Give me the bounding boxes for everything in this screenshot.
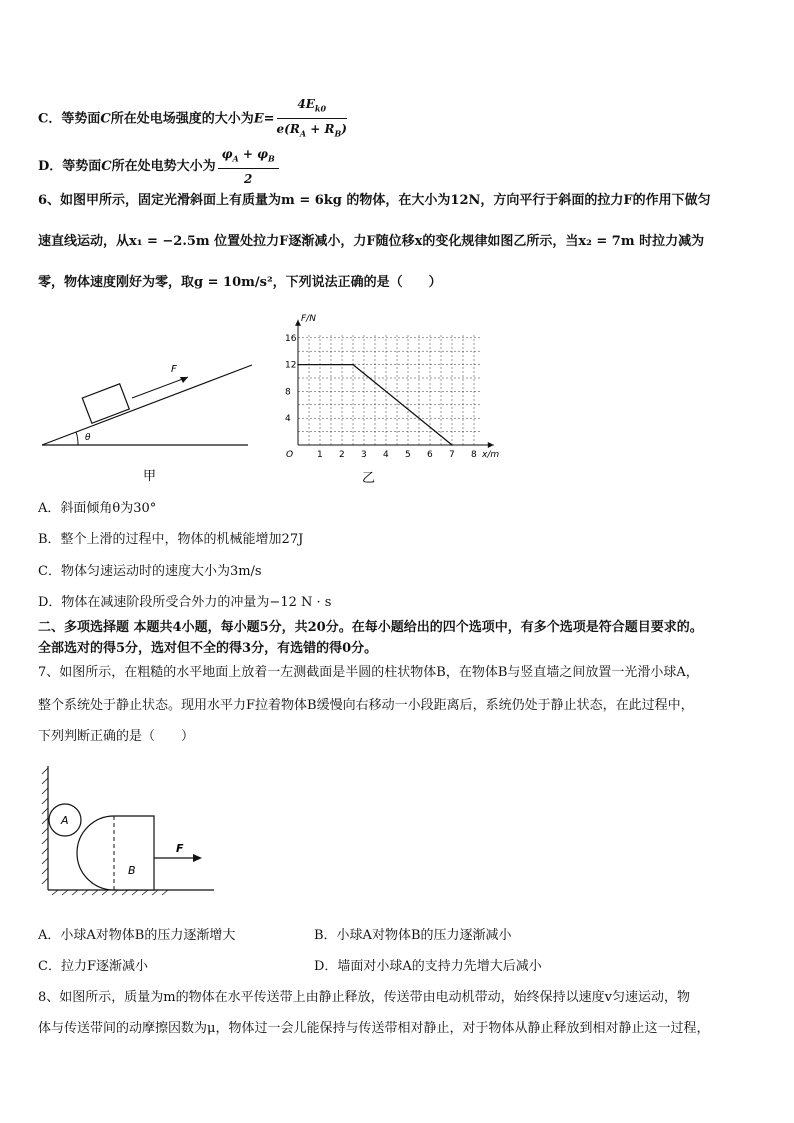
force-displacement-chart [280,312,510,492]
q7-option-b: B．小球A对物体B的压力逐渐减小 [314,928,512,943]
x-tick-label: 5 [405,450,411,460]
chart-axes [295,320,494,448]
y-tick-label: 12 [285,360,297,371]
q6-option-c: C．物体匀速运动时的速度大小为3m/s [38,564,262,579]
x-tick-label: 6 [427,450,433,460]
chart-grid [298,334,481,445]
series-point [451,444,453,446]
origin-label: O [286,450,294,460]
chart-ticks [285,334,477,460]
q7-line-1: 7、如图所示，在粗糙的水平地面上放着一左测截面是半圆的柱状物体B，在物体B与竖直墙之间放置一光滑小球A， [38,665,699,680]
y-tick-label: 16 [285,333,297,344]
q6-option-b: B．整个上滑的过程中，物体的机械能增加27J [38,532,304,547]
object-b-label: B [128,864,136,877]
option-c-q5: C．等势面C所在处电场强度的大小为E= $\frac{4E_{k0}}{e(R_A + R_B)}$ [38,95,349,143]
q7-option-d: D．墙面对小球A的支持力先增大后减小 [314,959,542,974]
x-axis-label: x/m [482,450,500,460]
ball-a-label: A [61,814,69,827]
x-tick-label: 3 [361,450,367,460]
block [82,384,129,423]
y-tick-label: 8 [285,387,291,398]
q6-option-d: D．物体在减速阶段所受合外力的冲量为−12 N · s [38,595,332,610]
x-tick-label: 7 [449,450,455,460]
q6-line-2: 速直线运动，从x₁ = −2.5m 位置处拉力F逐渐减小，力F随位移x的变化规律如图乙所示，当x₂ = 7m 时拉力减为 [38,234,705,249]
figure-b-label: 乙 [362,471,376,486]
q8-line-1: 8、如图所示，质量为m的物体在水平传送带上由静止释放，传送带由电动机带动，始终保持以速度v匀速运动，物 [38,990,690,1005]
x-tick-label: 1 [317,450,323,460]
q8-line-2: 体与传送带间的动摩擦因数为μ，物体过一会儿能保持与传送带相对静止，对于物体从静止释放到相对静止这一过程， [38,1021,710,1036]
wall-ball-figure [38,762,218,897]
force-label: F [171,364,177,375]
theta-label: θ [85,433,91,443]
series-point [352,364,354,366]
y-tick-label: 4 [285,414,291,425]
figure-a-label: 甲 [143,469,157,484]
x-tick-label: 8 [471,450,477,460]
incline-surface [42,365,252,445]
field-strength-fraction: $\frac{4E_{k0}}{e(R_A + R_B)}$ [276,97,347,139]
series-point [297,364,299,366]
q7-line-2: 整个系统处于静止状态。现用水平力F拉着物体B缓慢向右移动一小段距离后，系统仍处于静止状态，在此过程中， [38,698,694,713]
q7-option-a: A．小球A对物体B的压力逐渐增大 [38,928,236,943]
section-2-line-1: 二、多项选择题 本题共4小题，每小题5分，共20分。在每小题给出的四个选项中，有多个选项是符合题目要求的。 [38,620,703,635]
q6-line-3: 零，物体速度刚好为零，取g = 10m/s²，下列说法正确的是（ ） [38,275,442,290]
section-2-line-2: 全部选对的得5分，选对但不全的得3分，有选错的得0分。 [38,641,378,656]
option-d-q5: D．等势面C所在处电势大小为 $\frac{\varphi_A + \varphi_B}{2}$ [38,145,281,188]
force-arrow [132,377,188,398]
x-tick-label: 4 [383,450,389,460]
y-axis-label: F/N [301,314,316,325]
q6-line-1: 6、如图甲所示，固定光滑斜面上有质量为m = 6kg 的物体，在大小为12N，方向平行于斜面的拉力F的作用下做匀 [38,193,711,208]
pull-force-arrowhead [193,854,202,862]
q7-line-3: 下列判断正确的是（ ） [38,729,195,744]
q6-option-a: A．斜面倾角θ为30° [38,501,157,516]
x-axis-arrow [488,442,494,448]
object-b [77,816,154,890]
x-tick-label: 2 [339,450,345,460]
ground-hatching [52,890,168,895]
wall-hatching [42,768,48,884]
incline-figure [38,350,258,490]
pull-force-label: F [176,842,184,855]
angle-arc [76,432,78,445]
potential-fraction: $\frac{\varphi_A + \varphi_B}{2}$ [218,145,279,188]
q7-option-c: C．拉力F逐渐减小 [38,959,148,974]
